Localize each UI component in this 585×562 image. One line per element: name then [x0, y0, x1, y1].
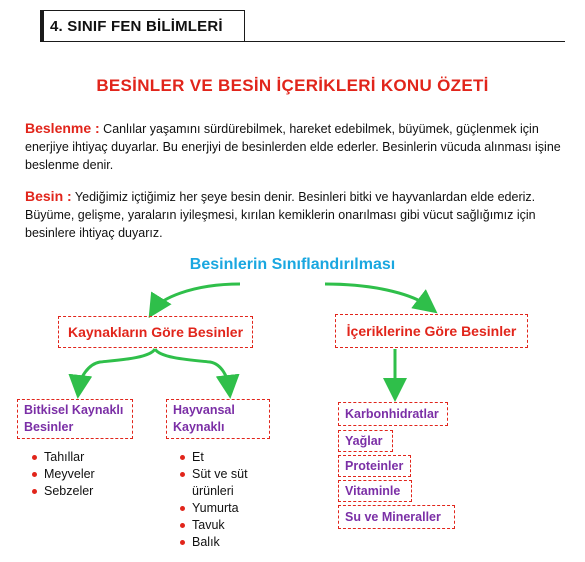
- besin-term: Besin :: [25, 188, 72, 204]
- nutrient-label: Proteinler: [345, 459, 404, 473]
- besin-paragraph: [25, 187, 565, 242]
- nutrient-label: Yağlar: [345, 434, 383, 448]
- list-item: Balık: [176, 534, 272, 551]
- page-title: BESİNLER VE BESİN İÇERİKLERİ KONU ÖZETİ: [96, 76, 489, 95]
- source-based-box: [58, 316, 253, 348]
- list-item: Meyveler: [28, 466, 95, 483]
- animal-food-list: [176, 449, 272, 551]
- nutrient-box-water-minerals: [338, 505, 455, 529]
- classification-title: Besinlerin Sınıflandırılması: [189, 256, 396, 273]
- arrow-to-animal: [155, 349, 229, 387]
- content-based-label: İçeriklerine Göre Besinler: [346, 323, 517, 339]
- animal-source-box: [166, 399, 270, 439]
- list-item: Yumurta: [176, 500, 272, 517]
- list-item: Tahıllar: [28, 449, 95, 466]
- nutrient-box-proteins: [338, 455, 411, 477]
- plant-source-box: [17, 399, 133, 439]
- nutrient-box-vitamins: [338, 480, 412, 502]
- nutrient-label: Vitaminle: [345, 484, 401, 498]
- header-underline: [245, 41, 565, 42]
- nutrient-label: Su ve Mineraller: [345, 510, 441, 524]
- nutrient-label: Karbonhidratlar: [345, 407, 439, 421]
- plant-source-label: Bitkisel Kaynaklı Besinler: [24, 403, 124, 434]
- nutrient-box-carbohydrates: [338, 402, 448, 426]
- plant-food-list: [28, 449, 95, 500]
- arrow-to-content: [325, 284, 428, 306]
- list-item: Et: [176, 449, 272, 466]
- list-item: Tavuk: [176, 517, 272, 534]
- besin-definition: Yediğimiz içtiğimiz her şeye besin denir. Besinleri bitki ve hayvanlardan elde ederiz. Büyüme, gelişme, yaraların iyileşmesi, kırılan kemiklerin onarılması gibi vücut sağlığımız için besinlere ihtiyaç duyarız.: [25, 190, 536, 240]
- header-title: 4. SINIF FEN BİLİMLERİ: [50, 17, 223, 35]
- nutrient-box-fats: [338, 430, 393, 452]
- content-based-box: [335, 314, 528, 348]
- beslenme-paragraph: [25, 119, 565, 174]
- list-item: Sebzeler: [28, 483, 95, 500]
- beslenme-definition: Canlılar yaşamını sürdürebilmek, hareket edebilmek, büyümek, güçlenmek için enerjiye ihtiyaç duyarlar. Bu enerjiyi de besinlerden elde ederler. Besinlerin vücuda alınması işine beslenme denir.: [25, 122, 561, 172]
- list-item: Süt ve süt ürünleri: [176, 466, 272, 500]
- beslenme-term: Beslenme :: [25, 120, 100, 136]
- arrow-to-source: [155, 284, 240, 308]
- source-based-label: Kaynakların Göre Besinler: [67, 324, 244, 340]
- arrow-to-plant: [79, 349, 155, 387]
- animal-source-label: Hayvansal Kaynaklı: [173, 403, 235, 434]
- worksheet-header: [40, 10, 245, 42]
